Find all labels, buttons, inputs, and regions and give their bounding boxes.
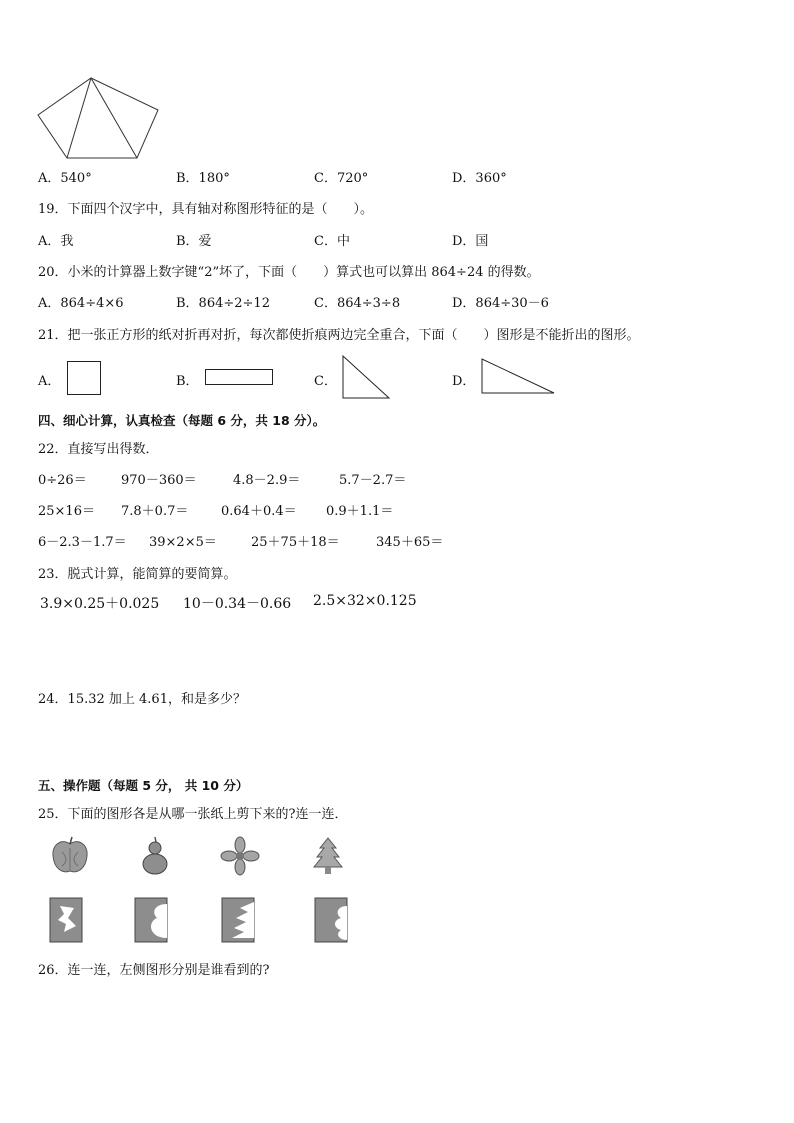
q18-option-d[interactable]: D．360° (452, 171, 507, 186)
cut-paper-4[interactable] (315, 898, 347, 942)
q21-option-c[interactable]: C． (314, 374, 337, 389)
q21-option-a[interactable]: A． (38, 374, 61, 389)
calc-item: 345＋65＝ (376, 535, 444, 550)
q24-stem: 24．15.32 加上 4.61，和是多少？ (38, 692, 246, 707)
cut-paper-1[interactable] (50, 898, 82, 942)
calc-item: 0÷26＝ (38, 473, 87, 488)
q18-option-b[interactable]: B．180° (176, 171, 230, 186)
expression: 10－0.34－0.66 (183, 596, 292, 612)
q18-option-a[interactable]: A．540° (38, 171, 92, 186)
calc-item: 39×2×5＝ (149, 535, 217, 550)
q21-stem: 21．把一张正方形的纸对折再对折，每次都使折痕两边完全重合，下面（ ）图形是不能折出的图形。 (38, 328, 640, 343)
q26-stem: 26．连一连，左侧图形分别是谁看到的? (38, 963, 270, 978)
calc-item: 970－360＝ (121, 473, 197, 488)
q20-option-d[interactable]: D．864÷30－6 (452, 296, 549, 311)
q20-option-b[interactable]: B．864÷2÷12 (176, 296, 270, 311)
cut-paper-2[interactable] (135, 898, 167, 942)
q22-stem: 22．直接写出得数． (38, 442, 159, 457)
section4-heading: 四、细心计算，认真检查（每题 6 分，共 18 分）。 (38, 413, 326, 428)
pentagon-figure (36, 76, 166, 161)
apple-icon[interactable] (50, 836, 90, 876)
square-shape (67, 361, 101, 395)
q23-stem: 23．脱式计算，能简算的要简算。 (38, 567, 237, 582)
calc-item: 0.9＋1.1＝ (326, 504, 394, 519)
expression: 2.5×32×0.125 (313, 593, 417, 609)
q19-stem: 19．下面四个汉字中，具有轴对称图形特征的是（ ）。 (38, 202, 374, 217)
q25-stem: 25．下面的图形各是从哪一张纸上剪下来的?连一连． (38, 807, 348, 822)
calc-item: 5.7－2.7＝ (339, 473, 407, 488)
expression: 3.9×0.25＋0.025 (40, 596, 160, 612)
tree-icon[interactable] (308, 836, 348, 876)
calc-item: 7.8＋0.7＝ (121, 504, 189, 519)
rectangle-shape (205, 369, 273, 385)
flower-icon[interactable] (220, 836, 260, 876)
q20-stem: 20．小米的计算器上数字键“2”坏了，下面（ ）算式也可以算出 864÷24 的得数。 (38, 265, 540, 280)
flat-triangle-shape (481, 358, 555, 394)
q20-option-a[interactable]: A．864÷4×6 (38, 296, 124, 311)
q19-option-b[interactable]: B．爱 (176, 234, 212, 249)
q21-option-d[interactable]: D． (452, 374, 476, 389)
q19-option-d[interactable]: D．国 (452, 234, 489, 249)
gourd-icon[interactable] (135, 836, 175, 876)
right-triangle-shape (342, 355, 390, 399)
section5-heading: 五、操作题（每题 5 分， 共 10 分） (38, 778, 249, 793)
cut-paper-3[interactable] (222, 898, 254, 942)
calc-item: 6－2.3－1.7＝ (38, 535, 127, 550)
q21-option-b[interactable]: B． (176, 374, 199, 389)
calc-item: 25＋75＋18＝ (251, 535, 340, 550)
calc-item: 25×16＝ (38, 504, 95, 519)
calc-item: 4.8－2.9＝ (233, 473, 301, 488)
q20-option-c[interactable]: C．864÷3÷8 (314, 296, 401, 311)
q19-option-c[interactable]: C．中 (314, 234, 350, 249)
q18-option-c[interactable]: C．720° (314, 171, 369, 186)
q19-option-a[interactable]: A．我 (38, 234, 74, 249)
calc-item: 0.64＋0.4＝ (221, 504, 297, 519)
